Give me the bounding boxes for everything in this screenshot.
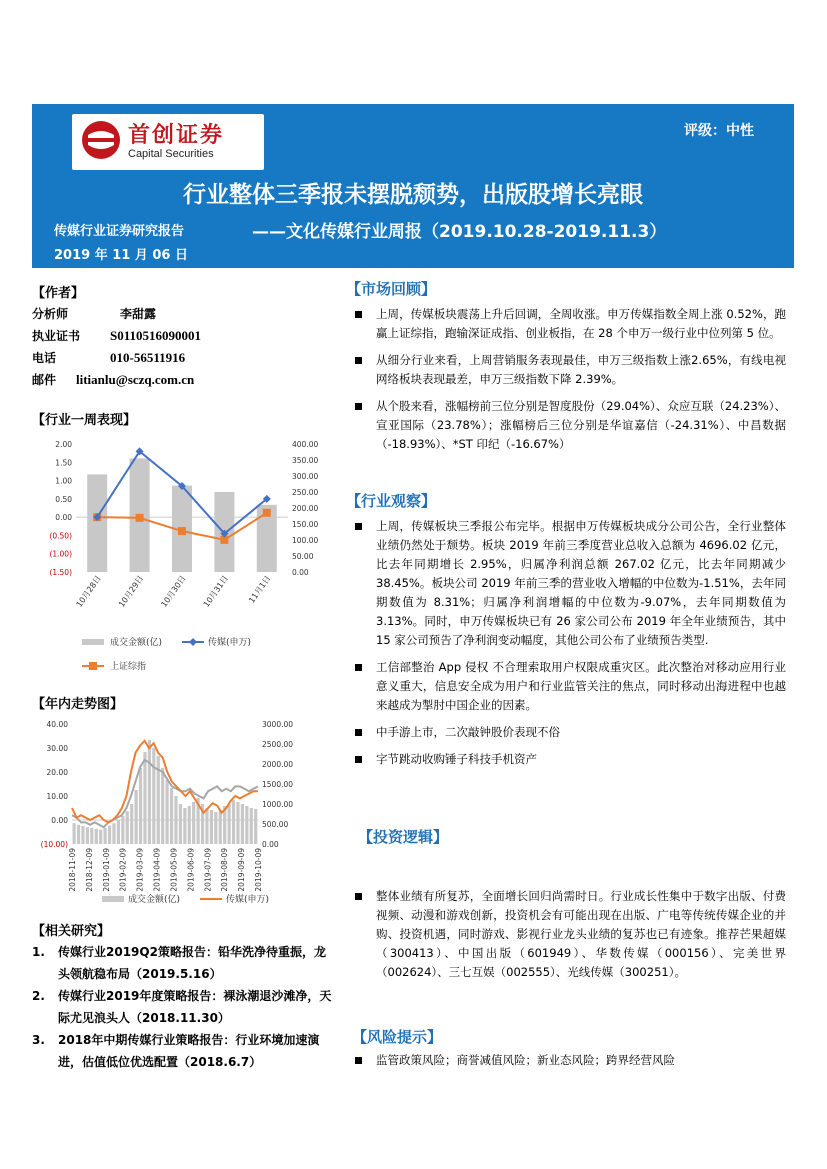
legend-label-shanghai: 上证综指 [110, 662, 147, 672]
author-label: 分析师 [32, 307, 69, 321]
legend-marker-shanghai [89, 662, 97, 670]
bar-turnover [99, 830, 102, 844]
left-axis-tick: 40.00 [46, 720, 68, 729]
x-axis-tick: 2019-08-09 [220, 848, 230, 892]
author-value: litianlu@sczq.com.cn [76, 372, 195, 387]
right-axis-tick: 3000.00 [262, 720, 294, 729]
right-axis-tick: 250.00 [292, 488, 319, 497]
bar-turnover [188, 806, 191, 844]
bar-turnover [241, 804, 244, 844]
right-axis-tick: 400.00 [292, 440, 319, 449]
report-date: 2019 年 11 月 06 日 [54, 248, 188, 263]
author-value: 010-56511916 [110, 350, 186, 365]
left-axis-tick: 1.00 [55, 476, 72, 486]
bar-turnover [86, 827, 89, 844]
x-axis-tick: 2019-01-09 [101, 848, 111, 892]
research-item[interactable] [32, 985, 332, 1029]
industry-watch-heading: 【行业观察】 [346, 492, 437, 510]
x-axis-tick: 11月1日 [247, 573, 273, 605]
bar-turnover [112, 823, 115, 844]
author-value: S0110516090001 [110, 328, 202, 343]
left-axis-tick: 0.00 [51, 816, 68, 825]
research-heading: 【相关研究】 [32, 924, 111, 939]
x-axis-tick: 2019-07-09 [203, 848, 213, 892]
right-axis-tick: 150.00 [292, 520, 319, 529]
industry-watch-section [346, 490, 786, 777]
left-axis-tick: 0.00 [55, 513, 72, 523]
industry-watch-bullets [346, 517, 786, 769]
bullet-item: 中手游上市，二次敲钟股价表现不俗 [346, 723, 786, 742]
research-item[interactable] [32, 941, 332, 985]
left-axis-tick: 2.00 [55, 440, 72, 449]
yearly-trend-heading: 【年内走势图】 [32, 697, 124, 712]
series-point-shanghai [136, 514, 144, 522]
bar-turnover [152, 748, 155, 844]
risk-heading: 【风险提示】 [352, 1028, 443, 1046]
company-logo [72, 114, 264, 170]
series-point-shanghai [178, 527, 186, 535]
x-axis-tick: 2018-11-09 [68, 848, 77, 892]
series-point-shanghai [263, 509, 271, 517]
rating: 评级：中性 [684, 123, 754, 139]
right-axis-tick: 0.00 [292, 568, 309, 577]
research-num: 1. [32, 945, 45, 959]
research-item[interactable] [32, 1029, 332, 1073]
bar-turnover [104, 828, 107, 844]
left-axis-tick: 0.50 [55, 494, 72, 504]
bar-turnover [139, 768, 142, 844]
author-value: 李甜露 [120, 307, 157, 321]
x-axis-tick: 10月31日 [201, 573, 231, 609]
right-axis-tick: 50.00 [292, 552, 314, 561]
related-research-list [32, 941, 332, 1073]
bar-turnover [90, 828, 93, 844]
bar-turnover [135, 790, 138, 844]
x-axis-tick: 10月30日 [159, 573, 188, 609]
x-axis-tick: 2019-03-09 [135, 848, 145, 892]
yearly-trend-chart [32, 716, 332, 906]
x-axis-tick: 2019-09-09 [237, 848, 247, 892]
author-info [32, 303, 332, 391]
bullet-item: 工信部整治 App 侵权 不合理索取用户权限成重灾区。此次整治对移动应用行业意义重大，信息安全成为用户和行业监管关注的焦点，同时移动出海进程中也越来越成为掣肘中国企业的因素。 [346, 658, 786, 715]
x-axis-tick: 2019-05-09 [169, 848, 179, 892]
bar-turnover [214, 812, 217, 844]
bar-turnover [170, 788, 173, 844]
company-name-en: Capital Securities [128, 148, 214, 160]
bar-turnover [179, 804, 182, 844]
investment-logic-heading: 【投资逻辑】 [358, 828, 449, 846]
author-label: 电话 [32, 351, 57, 365]
left-axis-tick: (1.50) [49, 568, 72, 577]
bar-turnover [121, 816, 124, 844]
bar-turnover [87, 474, 107, 572]
report-title: 行业整体三季报未摆脱颓势，出版股增长亮眼 [183, 182, 643, 208]
right-axis-tick: 1500.00 [262, 780, 294, 789]
right-axis-tick: 100.00 [292, 536, 319, 545]
left-axis-tick: 30.00 [46, 744, 68, 753]
x-axis-tick: 2019-04-09 [152, 848, 162, 892]
bullet-item: 监管政策风险；商誉减值风险；新业态风险；跨界经营风险 [346, 1051, 786, 1070]
legend-swatch-turnover [102, 896, 124, 902]
research-text: 传媒行业2019Q2策略报告：铅华洗净待重振，龙头领航稳布局（2019.5.16） [58, 945, 326, 981]
right-axis-tick: 1000.00 [262, 800, 294, 809]
bar-turnover [95, 829, 98, 844]
research-num: 3. [32, 1033, 45, 1047]
x-axis-tick: 10月29日 [117, 573, 146, 609]
right-axis-tick: 2500.00 [262, 740, 294, 749]
left-axis-tick: 10.00 [46, 792, 68, 801]
right-axis-tick: 300.00 [292, 472, 319, 481]
bar-turnover [143, 752, 146, 844]
bar-turnover [219, 810, 222, 844]
investment-logic-bullets [346, 887, 786, 982]
company-logo-icon [80, 119, 122, 161]
bar-turnover [232, 800, 235, 844]
weekly-performance-heading: 【行业一周表现】 [32, 413, 137, 428]
right-axis-tick: 350.00 [292, 456, 319, 465]
left-axis-tick: 20.00 [46, 768, 68, 777]
research-num: 2. [32, 989, 45, 1003]
legend-marker-media [189, 638, 197, 646]
bar-turnover [130, 804, 133, 844]
legend-label-media: 传媒(申万) [226, 895, 270, 905]
right-axis-tick: 0.00 [262, 840, 279, 849]
left-column [32, 282, 332, 1073]
risk-bullets [346, 1051, 786, 1070]
bullet-item: 上周，传媒板块三季报公布完毕。根据申万传媒板块成分公司公告，全行业整体业绩仍然处于颓势。板块 2019 年前三季度营业总收入总额为 4696.02 亿元，比去年同期增长 2.95%，归属净利润总额 267.02 亿元，比去年同期减少 38.45%。板块公司 2019 年前三季的营业收入增幅的中位数为-1.51%，去年同期数值为 8.31%；归属净利润增幅的中位数为-9.07%，去年同期数值为 3.13%。同时，申万传媒板块已有 26 家公司公布 2019 年全年业绩预告，其中 15 家公司预告了净利润变动幅度，其他公司公布了业绩预告类型. [346, 517, 786, 650]
research-text: 传媒行业2019年度策略报告：裸泳潮退沙滩净，天际尤见浪头人（2018.11.30） [58, 989, 332, 1025]
bullet-item: 上周，传媒板块震荡上升后回调，全周收涨。申万传媒指数全周上涨 0.52%，跑赢上证综指，跑输深证成指、创业板指，在 28 个申万一级行业中位列第 5 位。 [346, 305, 786, 343]
bar-turnover [73, 823, 76, 844]
right-axis-tick: 2000.00 [262, 760, 294, 769]
bar-turnover [174, 796, 177, 844]
left-axis-tick: 1.50 [55, 458, 72, 468]
bar-turnover [81, 826, 84, 844]
bar-turnover [117, 820, 120, 844]
left-axis-tick: (10.00) [40, 840, 68, 849]
market-review-bullets [346, 305, 786, 454]
investment-logic-section [346, 826, 786, 990]
author-label: 执业证书 [32, 329, 81, 343]
author-row [32, 325, 332, 347]
legend-label-turnover: 成交金额(亿) [110, 638, 163, 648]
x-axis-tick: 2019-10-09 [254, 848, 263, 892]
report-type: 传媒行业证券研究报告 [54, 224, 185, 239]
author-label: 邮件 [32, 373, 57, 387]
report-subtitle: ——文化传媒行业周报（2019.10.28-2019.11.3） [252, 222, 667, 242]
market-review-section [346, 278, 786, 462]
bar-turnover [254, 809, 257, 844]
bullet-item: 从细分行业来看，上周营销服务表现最佳，申万三级指数上涨2.65%，有线电视网络板块表现最差，申万三级指数下降 2.39%。 [346, 351, 786, 389]
company-name-cn: 首创证券 [128, 122, 225, 148]
bar-turnover [166, 780, 169, 844]
weekly-performance-chart [32, 434, 332, 679]
bar-turnover [228, 804, 231, 844]
bullet-item: 字节跳动收购锤子科技手机资产 [346, 750, 786, 769]
author-row [32, 347, 332, 369]
x-axis-tick: 2018-12-09 [84, 848, 94, 892]
right-axis-tick: 200.00 [292, 504, 319, 513]
x-axis-tick: 2019-06-09 [186, 848, 196, 892]
report-header-banner [32, 104, 794, 268]
bullet-item: 从个股来看，涨幅榜前三位分别是智度股份（29.04%）、众应互联（24.23%）、宣亚国际（23.78%）；涨幅榜后三位分别是华谊嘉信（-24.31%）、中昌数据（-18.93%）、*ST 印纪（-16.67%） [346, 397, 786, 454]
bar-turnover [77, 825, 80, 844]
bullet-item: 整体业绩有所复苏，全面增长回归尚需时日。行业成长性集中于数字出版、付费视频、动漫和游戏创新，投资机会有可能出现在出版、广电等传统传媒企业的并购、投资机遇，同时游戏、影视行业龙头业绩的复苏也已有迹象。推荐芒果超媒（300413）、中国出版（601949）、华数传媒（000156）、完美世界（002624）、三七互娱（002555）、光线传媒（300251）。 [346, 887, 786, 982]
legend-swatch-turnover [82, 639, 104, 645]
bar-turnover [161, 768, 164, 844]
legend-label-media: 传媒(申万) [208, 638, 252, 648]
bar-turnover [192, 802, 195, 844]
bar-turnover [205, 808, 208, 844]
author-row [32, 369, 332, 391]
legend-label-turnover: 成交金额(亿) [128, 895, 181, 905]
author-row [32, 303, 332, 325]
bar-turnover [236, 802, 239, 844]
research-text: 2018年中期传媒行业策略报告：行业环境加速演进，估值低位优选配置（2018.6.7） [58, 1033, 320, 1069]
bar-turnover [126, 811, 129, 844]
bar-turnover [183, 808, 186, 844]
bar-turnover [148, 740, 151, 844]
x-axis-tick: 2019-02-09 [118, 848, 128, 892]
bar-turnover [108, 826, 111, 844]
risk-section [346, 1026, 786, 1078]
author-heading: 【作者】 [32, 286, 85, 301]
x-axis-tick: 10月28日 [74, 573, 103, 609]
bar-turnover [210, 810, 213, 844]
bar-turnover [250, 808, 253, 844]
market-review-heading: 【市场回顾】 [346, 280, 437, 298]
left-axis-tick: (0.50) [49, 531, 72, 541]
bar-turnover [245, 806, 248, 844]
right-axis-tick: 500.00 [262, 820, 289, 829]
left-axis-tick: (1.00) [49, 549, 72, 559]
